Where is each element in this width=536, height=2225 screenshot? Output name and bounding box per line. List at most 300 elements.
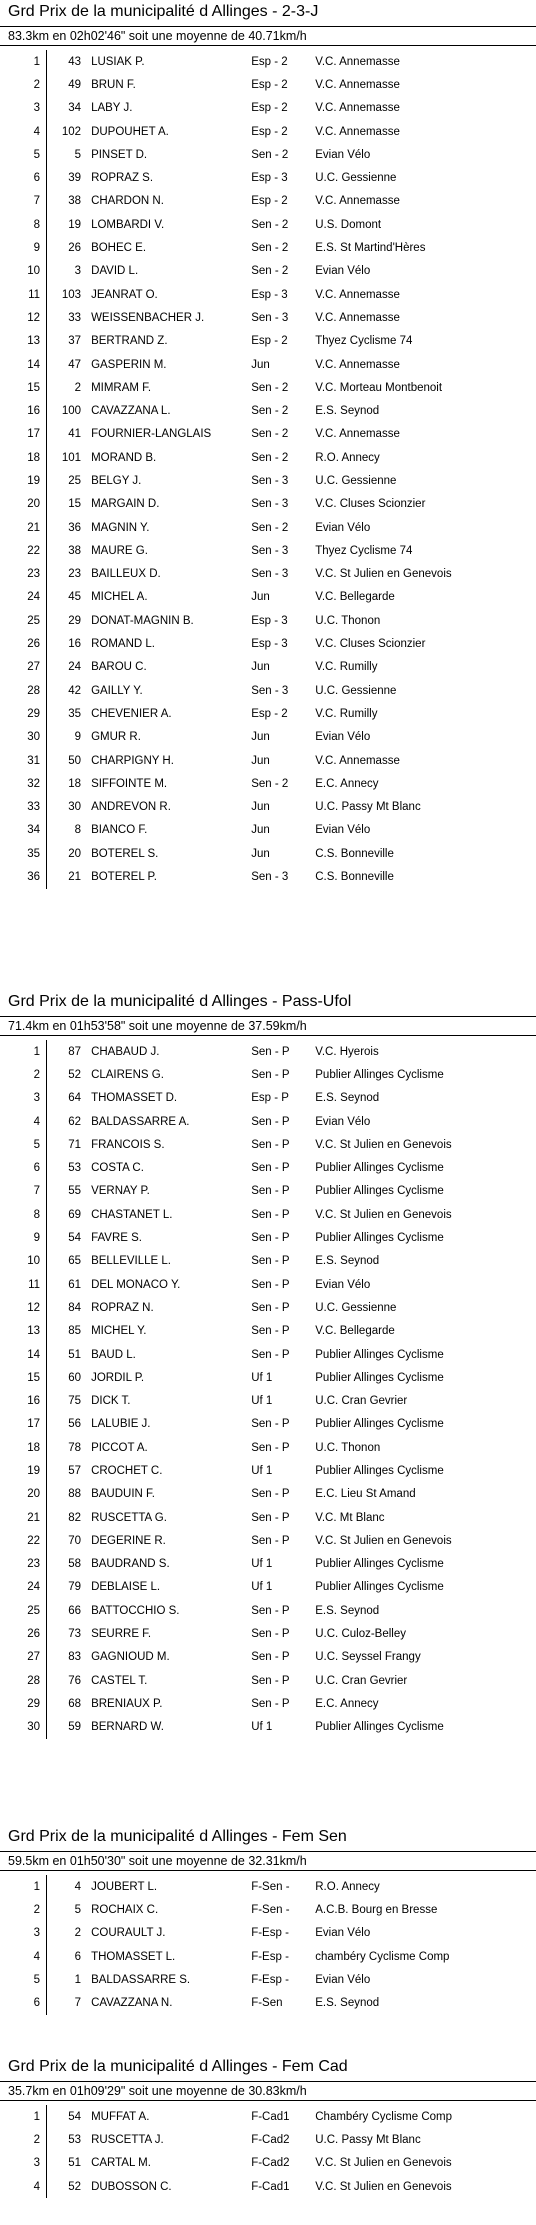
category-cell: Sen - 2 <box>251 777 289 790</box>
category-cell: Sen - 3 <box>251 871 289 884</box>
bib-cell: 39 <box>68 172 82 185</box>
category-cell: Sen - 2 <box>251 405 289 418</box>
bib-cell: 64 <box>68 1092 82 1105</box>
bib-cell: 34 <box>68 102 82 115</box>
category-cell: Sen - 2 <box>251 242 289 255</box>
club-cell: R.O. Annecy <box>315 451 380 464</box>
club-cell: Publier Allinges Cyclisme <box>315 1558 444 1571</box>
rank-cell: 17 <box>10 1413 47 1436</box>
club-cell: V.C. Annemasse <box>315 754 400 767</box>
race-summary: 59.5km en 01h50'30" soit une moyenne de 32.31km/h <box>8 1854 307 1868</box>
club-cell: Publier Allinges Cyclisme <box>315 1348 444 1361</box>
club-cell: V.C. Rumilly <box>315 661 378 674</box>
bib-cell: 5 <box>74 148 82 161</box>
table-row <box>10 353 526 376</box>
category-cell: Sen - P <box>251 1628 290 1641</box>
rider-name-cell: PICCOT A. <box>91 1441 148 1454</box>
table-row <box>10 1063 526 1086</box>
club-cell: Evian Vélo <box>315 1278 371 1291</box>
category-cell: Jun <box>251 731 270 744</box>
club-cell: Thyez Cyclisme 74 <box>315 544 413 557</box>
bib-cell: 6 <box>74 1950 82 1963</box>
rider-name-cell: FAVRE S. <box>91 1232 142 1245</box>
race-title: Grd Prix de la municipalité d Allinges - 2-3-J <box>8 3 319 20</box>
table-row <box>10 1436 526 1459</box>
bib-cell: 66 <box>68 1604 82 1617</box>
rank-cell: 24 <box>10 1576 47 1599</box>
rank-cell: 7 <box>10 190 47 213</box>
rank-cell: 32 <box>10 772 47 795</box>
race-title: Grd Prix de la municipalité d Allinges - Fem Sen <box>8 1828 347 1845</box>
category-cell: Sen - P <box>251 1185 290 1198</box>
club-cell: Publier Allinges Cyclisme <box>315 1418 444 1431</box>
club-cell: C.S. Bonneville <box>315 871 394 884</box>
club-cell: V.C. Annemasse <box>315 78 400 91</box>
rider-name-cell: MARGAIN D. <box>91 498 160 511</box>
category-cell: Sen - 3 <box>251 684 289 697</box>
table-row <box>10 50 526 73</box>
bib-cell: 53 <box>68 1162 82 1175</box>
club-cell: Publier Allinges Cyclisme <box>315 1185 444 1198</box>
category-cell: F-Esp - <box>251 1927 289 1940</box>
bib-cell: 8 <box>74 824 82 837</box>
rank-cell: 21 <box>10 516 47 539</box>
table-row <box>10 842 526 865</box>
category-cell: F-Sen <box>251 1997 283 2010</box>
club-cell: V.C. St Julien en Genevois <box>315 1208 452 1221</box>
table-row <box>10 1273 526 1296</box>
bib-cell: 58 <box>68 1558 82 1571</box>
bib-cell: 84 <box>68 1301 82 1314</box>
rider-name-cell: ROPRAZ N. <box>91 1301 154 1314</box>
club-cell: V.C. Bellegarde <box>315 1325 395 1338</box>
table-row <box>10 2152 526 2175</box>
bib-cell: 73 <box>68 1628 82 1641</box>
category-cell: Esp - 3 <box>251 288 288 301</box>
table-row <box>10 1529 526 1552</box>
rider-name-cell: DEGERINE R. <box>91 1534 166 1547</box>
table-row <box>10 1991 526 2014</box>
bib-cell: 78 <box>68 1441 82 1454</box>
rider-name-cell: GAGNIOUD M. <box>91 1651 170 1664</box>
bib-cell: 20 <box>68 847 82 860</box>
rank-cell: 22 <box>10 539 47 562</box>
bib-cell: 100 <box>61 405 82 418</box>
club-cell: Evian Vélo <box>315 1973 371 1986</box>
results-table <box>10 50 526 889</box>
rank-cell: 27 <box>10 656 47 679</box>
table-row <box>10 516 526 539</box>
race-summary-bar <box>0 2081 536 2101</box>
rank-cell: 13 <box>10 1320 47 1343</box>
bib-cell: 69 <box>68 1208 82 1221</box>
club-cell: Thyez Cyclisme 74 <box>315 335 413 348</box>
category-cell: Uf 1 <box>251 1464 273 1477</box>
bib-cell: 51 <box>68 1348 82 1361</box>
rider-name-cell: CARTAL M. <box>91 2157 151 2170</box>
table-row <box>10 1599 526 1622</box>
club-cell: V.C. St Julien en Genevois <box>315 1534 452 1547</box>
table-row <box>10 1087 526 1110</box>
rank-cell: 26 <box>10 1622 47 1645</box>
bib-cell: 36 <box>68 521 82 534</box>
bib-cell: 18 <box>68 777 82 790</box>
category-cell: Sen - P <box>251 1115 290 1128</box>
rider-name-cell: CAVAZZANA L. <box>91 405 171 418</box>
rider-name-cell: SEURRE F. <box>91 1628 152 1641</box>
rank-cell: 2 <box>10 73 47 96</box>
category-cell: Sen - 3 <box>251 311 289 324</box>
club-cell: V.C. Mt Blanc <box>315 1511 385 1524</box>
category-cell: Jun <box>251 661 270 674</box>
rider-name-cell: CLAIRENS G. <box>91 1068 164 1081</box>
club-cell: U.C. Gessienne <box>315 172 397 185</box>
table-row <box>10 423 526 446</box>
bib-cell: 5 <box>74 1903 82 1916</box>
club-cell: U.C. Cran Gevrier <box>315 1674 408 1687</box>
club-cell: U.C. Gessienne <box>315 1301 397 1314</box>
category-cell: Esp - 3 <box>251 172 288 185</box>
category-cell: Sen - 2 <box>251 381 289 394</box>
rider-name-cell: BAILLEUX D. <box>91 568 161 581</box>
table-row <box>10 749 526 772</box>
table-row <box>10 772 526 795</box>
table-row <box>10 306 526 329</box>
rank-cell: 23 <box>10 1553 47 1576</box>
club-cell: V.C. St Julien en Genevois <box>315 2157 452 2170</box>
rider-name-cell: PINSET D. <box>91 148 148 161</box>
bib-cell: 38 <box>68 195 82 208</box>
bib-cell: 54 <box>68 2110 82 2123</box>
results-table <box>10 1875 526 2015</box>
table-row <box>10 190 526 213</box>
category-cell: Esp - 2 <box>251 125 288 138</box>
table-row <box>10 330 526 353</box>
bib-cell: 65 <box>68 1255 82 1268</box>
rank-cell: 4 <box>10 2175 47 2198</box>
rank-cell: 28 <box>10 679 47 702</box>
club-cell: E.S. Seynod <box>315 1092 380 1105</box>
rank-cell: 17 <box>10 423 47 446</box>
race-summary-bar <box>0 26 536 46</box>
rank-cell: 2 <box>10 1898 47 1921</box>
rider-name-cell: GASPERIN M. <box>91 358 167 371</box>
bib-cell: 3 <box>74 265 82 278</box>
table-row <box>10 1945 526 1968</box>
rider-name-cell: ROMAND L. <box>91 638 155 651</box>
table-row <box>10 283 526 306</box>
rider-name-cell: DICK T. <box>91 1395 131 1408</box>
club-cell: E.S. Seynod <box>315 1604 380 1617</box>
club-cell: Chambéry Cyclisme Comp <box>315 2110 453 2123</box>
category-cell: Sen - P <box>251 1534 290 1547</box>
rider-name-cell: BERNARD W. <box>91 1721 164 1734</box>
bib-cell: 102 <box>61 125 82 138</box>
club-cell: V.C. St Julien en Genevois <box>315 1138 452 1151</box>
table-row <box>10 97 526 120</box>
rider-name-cell: ROCHAIX C. <box>91 1903 159 1916</box>
table-row <box>10 796 526 819</box>
bib-cell: 54 <box>68 1232 82 1245</box>
table-row <box>10 236 526 259</box>
rank-cell: 33 <box>10 796 47 819</box>
rank-cell: 3 <box>10 2152 47 2175</box>
table-row <box>10 1922 526 1945</box>
bib-cell: 41 <box>68 428 82 441</box>
rank-cell: 15 <box>10 1366 47 1389</box>
rank-cell: 19 <box>10 469 47 492</box>
table-row <box>10 1110 526 1133</box>
rider-name-cell: BAUDRAND S. <box>91 1558 170 1571</box>
rider-name-cell: BIANCO F. <box>91 824 148 837</box>
club-cell: Evian Vélo <box>315 1115 371 1128</box>
club-cell: V.C. Annemasse <box>315 102 400 115</box>
rider-name-cell: DONAT-MAGNIN B. <box>91 614 194 627</box>
table-row <box>10 702 526 725</box>
category-cell: Sen - P <box>251 1488 290 1501</box>
rank-cell: 11 <box>10 1273 47 1296</box>
rider-name-cell: BAUD L. <box>91 1348 136 1361</box>
table-row <box>10 166 526 189</box>
category-cell: Jun <box>251 358 270 371</box>
club-cell: Evian Vélo <box>315 731 371 744</box>
club-cell: V.C. Annemasse <box>315 311 400 324</box>
rank-cell: 35 <box>10 842 47 865</box>
rank-cell: 30 <box>10 726 47 749</box>
rider-name-cell: BAUDUIN F. <box>91 1488 155 1501</box>
rank-cell: 3 <box>10 1087 47 1110</box>
category-cell: Sen - P <box>251 1604 290 1617</box>
table-row <box>10 399 526 422</box>
rider-name-cell: THOMASSET L. <box>91 1950 176 1963</box>
club-cell: U.S. Domont <box>315 218 382 231</box>
rider-name-cell: WEISSENBACHER J. <box>91 311 205 324</box>
rider-name-cell: GMUR R. <box>91 731 141 744</box>
rider-name-cell: MAURE G. <box>91 544 148 557</box>
club-cell: E.C. Annecy <box>315 777 379 790</box>
category-cell: F-Sen - <box>251 1903 290 1916</box>
bib-cell: 52 <box>68 2180 82 2193</box>
bib-cell: 52 <box>68 1068 82 1081</box>
rider-name-cell: MUFFAT A. <box>91 2110 150 2123</box>
table-row <box>10 1366 526 1389</box>
table-row <box>10 586 526 609</box>
rank-cell: 4 <box>10 1110 47 1133</box>
club-cell: Evian Vélo <box>315 521 371 534</box>
rider-name-cell: CHABAUD J. <box>91 1045 160 1058</box>
rider-name-cell: MORAND B. <box>91 451 157 464</box>
bib-cell: 29 <box>68 614 82 627</box>
category-cell: Jun <box>251 754 270 767</box>
table-row <box>10 726 526 749</box>
rank-cell: 3 <box>10 97 47 120</box>
club-cell: E.C. Annecy <box>315 1697 379 1710</box>
bib-cell: 35 <box>68 707 82 720</box>
table-row <box>10 73 526 96</box>
results-table <box>10 1040 526 1739</box>
category-cell: Sen - P <box>251 1138 290 1151</box>
club-cell: V.C. Annemasse <box>315 358 400 371</box>
bib-cell: 53 <box>68 2133 82 2146</box>
rank-cell: 9 <box>10 236 47 259</box>
rider-name-cell: BELLEVILLE L. <box>91 1255 171 1268</box>
club-cell: Evian Vélo <box>315 265 371 278</box>
rank-cell: 2 <box>10 1063 47 1086</box>
bib-cell: 24 <box>68 661 82 674</box>
rider-name-cell: RUSCETTA J. <box>91 2133 164 2146</box>
rank-cell: 3 <box>10 1922 47 1945</box>
race-title: Grd Prix de la municipalité d Allinges - Fem Cad <box>8 2058 348 2075</box>
club-cell: V.C. Hyerois <box>315 1045 379 1058</box>
club-cell: Publier Allinges Cyclisme <box>315 1464 444 1477</box>
rank-cell: 5 <box>10 1968 47 1991</box>
rider-name-cell: DAVID L. <box>91 265 139 278</box>
bib-cell: 7 <box>74 1997 82 2010</box>
table-row <box>10 1133 526 1156</box>
club-cell: A.C.B. Bourg en Bresse <box>315 1903 438 1916</box>
bib-cell: 19 <box>68 218 82 231</box>
club-cell: U.C. Thonon <box>315 1441 381 1454</box>
table-row <box>10 1483 526 1506</box>
rank-cell: 20 <box>10 1483 47 1506</box>
rider-name-cell: BALDASSARRE S. <box>91 1973 191 1986</box>
club-cell: V.C. Bellegarde <box>315 591 395 604</box>
rank-cell: 34 <box>10 819 47 842</box>
bib-cell: 9 <box>74 731 82 744</box>
race-title: Grd Prix de la municipalité d Allinges - Pass-Ufol <box>8 993 352 1010</box>
club-cell: E.S. Seynod <box>315 405 380 418</box>
club-cell: Publier Allinges Cyclisme <box>315 1162 444 1175</box>
rider-name-cell: BOHEC E. <box>91 242 147 255</box>
bib-cell: 71 <box>68 1138 82 1151</box>
category-cell: Sen - P <box>251 1441 290 1454</box>
club-cell: C.S. Bonneville <box>315 847 394 860</box>
rank-cell: 6 <box>10 1991 47 2014</box>
bib-cell: 82 <box>68 1511 82 1524</box>
bib-cell: 45 <box>68 591 82 604</box>
bib-cell: 76 <box>68 1674 82 1687</box>
rider-name-cell: ANDREVON R. <box>91 801 171 814</box>
club-cell: E.S. Seynod <box>315 1255 380 1268</box>
rider-name-cell: MIMRAM F. <box>91 381 152 394</box>
rank-cell: 31 <box>10 749 47 772</box>
rider-name-cell: GAILLY Y. <box>91 684 143 697</box>
bib-cell: 87 <box>68 1045 82 1058</box>
category-cell: F-Cad1 <box>251 2110 290 2123</box>
bib-cell: 2 <box>74 381 82 394</box>
bib-cell: 83 <box>68 1651 82 1664</box>
category-cell: Sen - P <box>251 1255 290 1268</box>
rank-cell: 36 <box>10 865 47 888</box>
bib-cell: 33 <box>68 311 82 324</box>
rider-name-cell: BAROU C. <box>91 661 147 674</box>
table-row <box>10 1320 526 1343</box>
rank-cell: 1 <box>10 1875 47 1898</box>
rider-name-cell: DEL MONACO Y. <box>91 1278 181 1291</box>
category-cell: Esp - 3 <box>251 638 288 651</box>
table-row <box>10 2105 526 2128</box>
bib-cell: 103 <box>61 288 82 301</box>
rider-name-cell: BOTEREL S. <box>91 847 159 860</box>
race-summary-bar <box>0 1851 536 1871</box>
bib-cell: 85 <box>68 1325 82 1338</box>
category-cell: Sen - 2 <box>251 218 289 231</box>
club-cell: Evian Vélo <box>315 824 371 837</box>
rider-name-cell: FRANCOIS S. <box>91 1138 165 1151</box>
rider-name-cell: BATTOCCHIO S. <box>91 1604 180 1617</box>
category-cell: Uf 1 <box>251 1721 273 1734</box>
club-cell: U.C. Cran Gevrier <box>315 1395 408 1408</box>
category-cell: Esp - 2 <box>251 195 288 208</box>
club-cell: Publier Allinges Cyclisme <box>315 1581 444 1594</box>
table-row <box>10 1296 526 1319</box>
rider-name-cell: CHASTANET L. <box>91 1208 173 1221</box>
club-cell: chambéry Cyclisme Comp <box>315 1950 450 1963</box>
rank-cell: 24 <box>10 586 47 609</box>
table-row <box>10 2128 526 2151</box>
rank-cell: 8 <box>10 213 47 236</box>
rider-name-cell: CAVAZZANA N. <box>91 1997 173 2010</box>
table-row <box>10 1622 526 1645</box>
bib-cell: 70 <box>68 1534 82 1547</box>
club-cell: U.C. Passy Mt Blanc <box>315 2133 421 2146</box>
rank-cell: 23 <box>10 563 47 586</box>
table-row <box>10 563 526 586</box>
bib-cell: 49 <box>68 78 82 91</box>
category-cell: Uf 1 <box>251 1581 273 1594</box>
club-cell: U.C. Culoz-Belley <box>315 1628 406 1641</box>
category-cell: Jun <box>251 801 270 814</box>
rider-name-cell: BELGY J. <box>91 474 142 487</box>
rider-name-cell: BRUN F. <box>91 78 136 91</box>
rank-cell: 14 <box>10 1343 47 1366</box>
club-cell: U.C. Gessienne <box>315 684 397 697</box>
category-cell: Sen - P <box>251 1651 290 1664</box>
rider-name-cell: LOMBARDI V. <box>91 218 165 231</box>
club-cell: V.C. Annemasse <box>315 55 400 68</box>
rider-name-cell: VERNAY P. <box>91 1185 150 1198</box>
table-row <box>10 1180 526 1203</box>
bib-cell: 60 <box>68 1371 82 1384</box>
table-row <box>10 632 526 655</box>
table-row <box>10 1576 526 1599</box>
club-cell: R.O. Annecy <box>315 1880 380 1893</box>
table-row <box>10 1156 526 1179</box>
rider-name-cell: SIFFOINTE M. <box>91 777 168 790</box>
club-cell: Publier Allinges Cyclisme <box>315 1232 444 1245</box>
club-cell: E.S. St Martind'Hères <box>315 242 426 255</box>
club-cell: E.S. Seynod <box>315 1997 380 2010</box>
club-cell: V.C. Cluses Scionzier <box>315 638 426 651</box>
category-cell: Sen - P <box>251 1162 290 1175</box>
bib-cell: 59 <box>68 1721 82 1734</box>
category-cell: Esp - P <box>251 1092 289 1105</box>
bib-cell: 56 <box>68 1418 82 1431</box>
club-cell: U.C. Gessienne <box>315 474 397 487</box>
bib-cell: 51 <box>68 2157 82 2170</box>
club-cell: V.C. St Julien en Genevois <box>315 2180 452 2193</box>
category-cell: Sen - 3 <box>251 474 289 487</box>
rider-name-cell: THOMASSET D. <box>91 1092 178 1105</box>
category-cell: Sen - P <box>251 1232 290 1245</box>
club-cell: E.C. Lieu St Amand <box>315 1488 416 1501</box>
table-row <box>10 1250 526 1273</box>
category-cell: Esp - 2 <box>251 335 288 348</box>
bib-cell: 23 <box>68 568 82 581</box>
rider-name-cell: CROCHET C. <box>91 1464 163 1477</box>
bib-cell: 16 <box>68 638 82 651</box>
rank-cell: 14 <box>10 353 47 376</box>
